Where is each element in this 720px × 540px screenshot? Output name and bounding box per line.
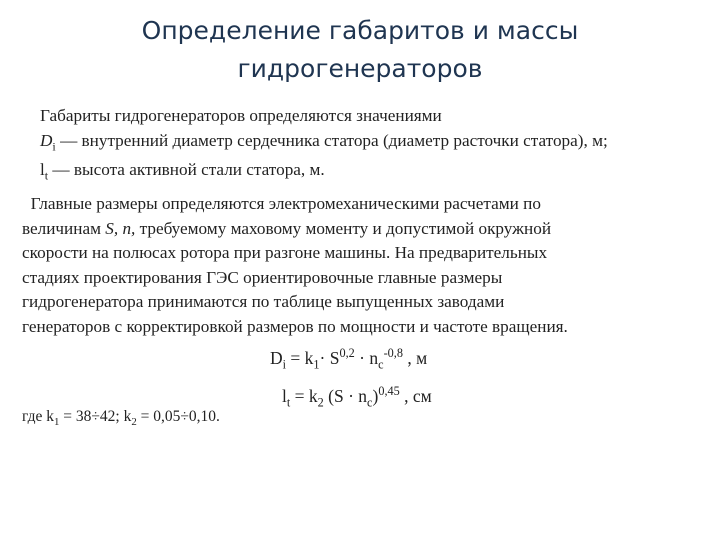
f1-dot: · n [354, 347, 379, 368]
p2-line-5: гидрогенератора принимаются по таблице выпущенных заводами [22, 292, 505, 311]
intro-line: Габариты гидрогенераторов определяются значениями [40, 106, 442, 125]
f2-unit: , см [399, 385, 432, 406]
f2-mid: (S · n [323, 385, 368, 406]
lt-symbol: l [40, 160, 45, 180]
f1-n-exp: -0,8 [383, 346, 403, 360]
where-k1-sub: 1 [53, 416, 60, 429]
p2-line-6: генераторов с корректировкой размеров по мощности и частоте вращения. [22, 316, 568, 336]
main-dimensions-paragraph [22, 192, 712, 339]
title-line-2: гидрогенераторов [237, 54, 483, 83]
di-definition [40, 129, 710, 159]
di-text: — внутренний диаметр сердечника статора (диаметр расточки статора), м; [55, 130, 608, 150]
where-post: = 0,05÷0,10. [136, 408, 220, 425]
f2-lhs-sub: t [286, 395, 291, 410]
where-k2-sub: 2 [131, 416, 137, 429]
f1-mid: · S [319, 347, 340, 368]
slide-title [0, 12, 720, 88]
f1-n-sub: c [378, 357, 384, 372]
p2-line-1-text: Главные размеры определяются электромеханическими расчетами по [30, 194, 541, 213]
p2-line-3: скорости на полюсах ротора при разгоне машины. На предварительных [22, 243, 548, 262]
title-line-1: Определение габаритов и массы [141, 16, 579, 45]
lt-text: — высота активной стали статора, м. [48, 160, 325, 180]
f2-close: ) [372, 385, 379, 406]
f2-k-sub: 2 [317, 395, 324, 410]
f2-exp: 0,45 [378, 384, 400, 398]
f1-lhs-sub: i [282, 357, 287, 372]
p2-line-2-pre: величинам [22, 218, 106, 238]
formula-lt [282, 384, 432, 410]
f1-lhs: D [270, 347, 283, 368]
lt-subscript: t [44, 168, 49, 183]
lt-definition [40, 158, 710, 188]
p2-line-1 [22, 192, 712, 217]
f2-lhs: l [282, 385, 287, 406]
f2-n-sub: c [367, 395, 373, 410]
where-pre: где k [22, 408, 54, 425]
di-subscript: i [52, 138, 56, 153]
f2-eq: = k [290, 385, 318, 406]
di-symbol: D [40, 130, 53, 150]
where-mid: = 38÷42; k [59, 408, 132, 425]
dimensions-paragraph [40, 104, 710, 188]
p2-line-2 [22, 217, 712, 242]
f1-eq: = k [286, 347, 314, 368]
f1-s-exp: 0,2 [339, 346, 355, 360]
p2-line-4: стадиях проектирования ГЭС ориентировочные главные размеры [22, 267, 503, 287]
f1-k-sub: 1 [313, 357, 320, 372]
coefficients-note [22, 408, 220, 428]
f1-unit: , м [402, 347, 428, 368]
formula-di [270, 346, 427, 372]
p2-line-2-vars: S, n, [105, 218, 136, 238]
p2-line-2-post: требуемому маховому моменту и допустимой окружной [135, 218, 552, 238]
